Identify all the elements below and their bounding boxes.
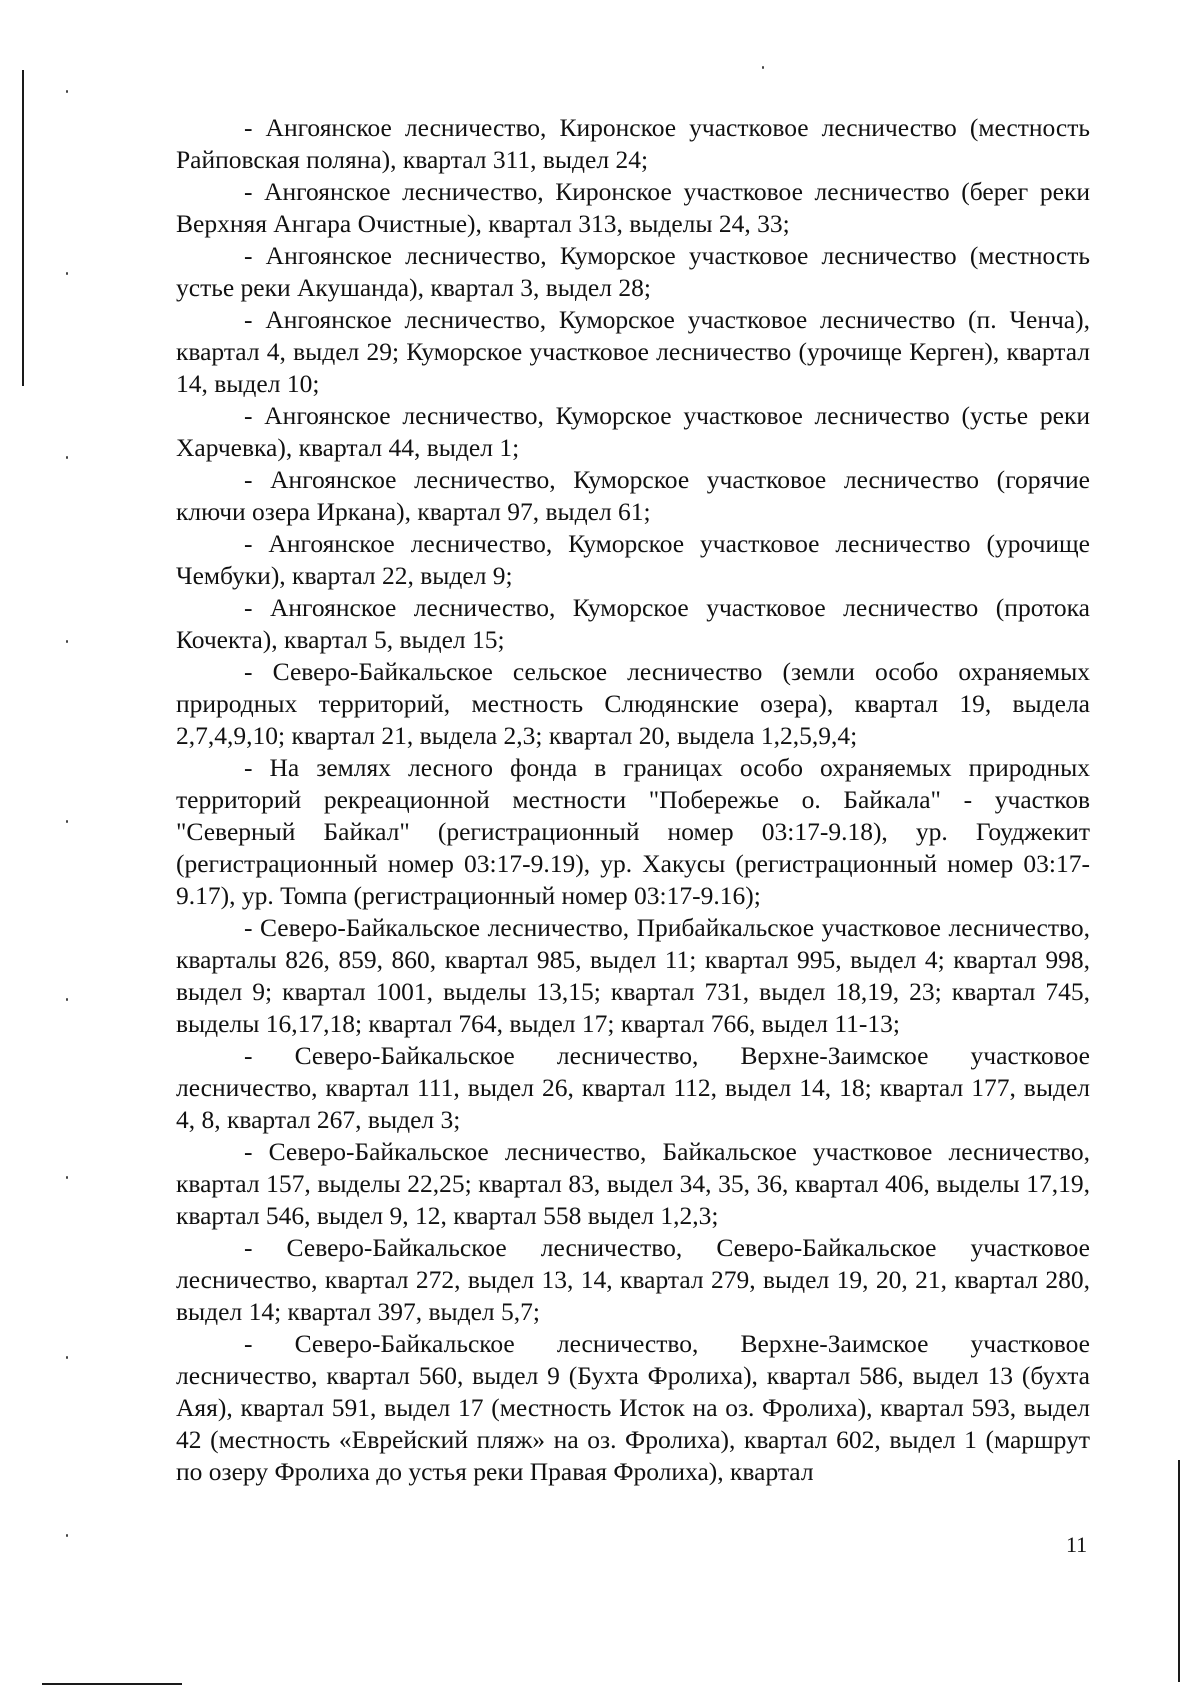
paragraph: - Ангоянское лесничество, Куморское участковое лесничество (протока Кочекта), квартал 5, выдел 15; <box>176 593 1090 654</box>
paragraph: - Северо-Байкальское лесничество, Байкальское участковое лесничество, квартал 157, выделы 22,25; квартал 83, выдел 34, 35, 36, квартал 406, выделы 17,19, квартал 546, выдел 9, 12, квартал 558 выдел 1,2,3; <box>176 1137 1090 1230</box>
scan-dot <box>66 90 68 93</box>
paragraph: - Ангоянское лесничество, Куморское участковое лесничество (горячие ключи озера Иркана), квартал 97, выдел 61; <box>176 465 1090 526</box>
scan-dot <box>762 66 764 69</box>
scan-dot <box>66 640 68 643</box>
scan-dot <box>66 998 68 1001</box>
paragraph: - Северо-Байкальское сельское лесничество (земли особо охраняемых природных территорий, местность Слюдянские озера), квартал 19, выдела 2,7,4,9,10; квартал 21, выдела 2,3; квартал 20, выдела 1,2,5,9,4; <box>176 657 1090 750</box>
paragraph: - Ангоянское лесничество, Куморское участковое лесничество (местность устье реки Акушанда), квартал 3, выдел 28; <box>176 241 1090 302</box>
scan-edge-line-right <box>1178 1460 1180 1682</box>
scan-dot <box>66 272 68 275</box>
scan-dot <box>66 820 68 823</box>
paragraph: - Ангоянское лесничество, Киронское участковое лесничество (местность Райповская поляна), квартал 311, выдел 24; <box>176 113 1090 174</box>
paragraph: - Ангоянское лесничество, Киронское участковое лесничество (берег реки Верхняя Ангара Очистные), квартал 313, выделы 24, 33; <box>176 177 1090 238</box>
scan-dot <box>66 456 68 459</box>
paragraph: - Северо-Байкальское лесничество, Прибайкальское участковое лесничество, кварталы 826, 859, 860, квартал 985, выдел 11; квартал 995, выдел 4; квартал 998, выдел 9; квартал 1001, выделы 13,15; квартал 731, выдел 18,19, 23; квартал 745, выделы 16,17,18; квартал 764, выдел 17; квартал 766, выдел 11-13; <box>176 913 1090 1038</box>
scan-dot <box>66 1176 68 1179</box>
scan-dot <box>66 1356 68 1359</box>
scan-edge-line-bottom <box>42 1683 182 1685</box>
paragraph: - Ангоянское лесничество, Куморское участковое лесничество (п. Ченча), квартал 4, выдел 29; Куморское участковое лесничество (урочище Керген), квартал 14, выдел 10; <box>176 305 1090 398</box>
scan-dot <box>66 1534 68 1537</box>
paragraph: - На землях лесного фонда в границах особо охраняемых природных территорий рекреационной местности "Побережье о. Байкала" - участков "Северный Байкал" (регистрационный номер 03:17-9.18), ур. Гоуджекит (регистрационный номер 03:17-9.19), ур. Хакусы (регистрационный номер 03:17-9.17), ур. Томпа (регистрационный номер 03:17-9.16); <box>176 753 1090 910</box>
document-body <box>176 112 1090 1488</box>
page-number: 11 <box>1066 1532 1088 1557</box>
paragraph: - Северо-Байкальское лесничество, Верхне-Заимское участковое лесничество, квартал 111, выдел 26, квартал 112, выдел 14, 18; квартал 177, выдел 4, 8, квартал 267, выдел 3; <box>176 1041 1090 1134</box>
paragraph: - Северо-Байкальское лесничество, Северо-Байкальское участковое лесничество, квартал 272, выдел 13, 14, квартал 279, выдел 19, 20, 21, квартал 280, выдел 14; квартал 397, выдел 5,7; <box>176 1233 1090 1326</box>
paragraph: - Ангоянское лесничество, Куморское участковое лесничество (урочище Чембуки), квартал 22, выдел 9; <box>176 529 1090 590</box>
scan-edge-line-left <box>22 70 24 386</box>
paragraph: - Северо-Байкальское лесничество, Верхне-Заимское участковое лесничество, квартал 560, выдел 9 (Бухта Фролиха), квартал 586, выдел 13 (бухта Аяя), квартал 591, выдел 17 (местность Исток на оз. Фролиха), квартал 593, выдел 42 (местность «Еврейский пляж» на оз. Фролиха), квартал 602, выдел 1 (маршрут по озеру Фролиха до устья реки Правая Фролиха), квартал <box>176 1329 1090 1486</box>
paragraph: - Ангоянское лесничество, Куморское участковое лесничество (устье реки Харчевка), квартал 44, выдел 1; <box>176 401 1090 462</box>
